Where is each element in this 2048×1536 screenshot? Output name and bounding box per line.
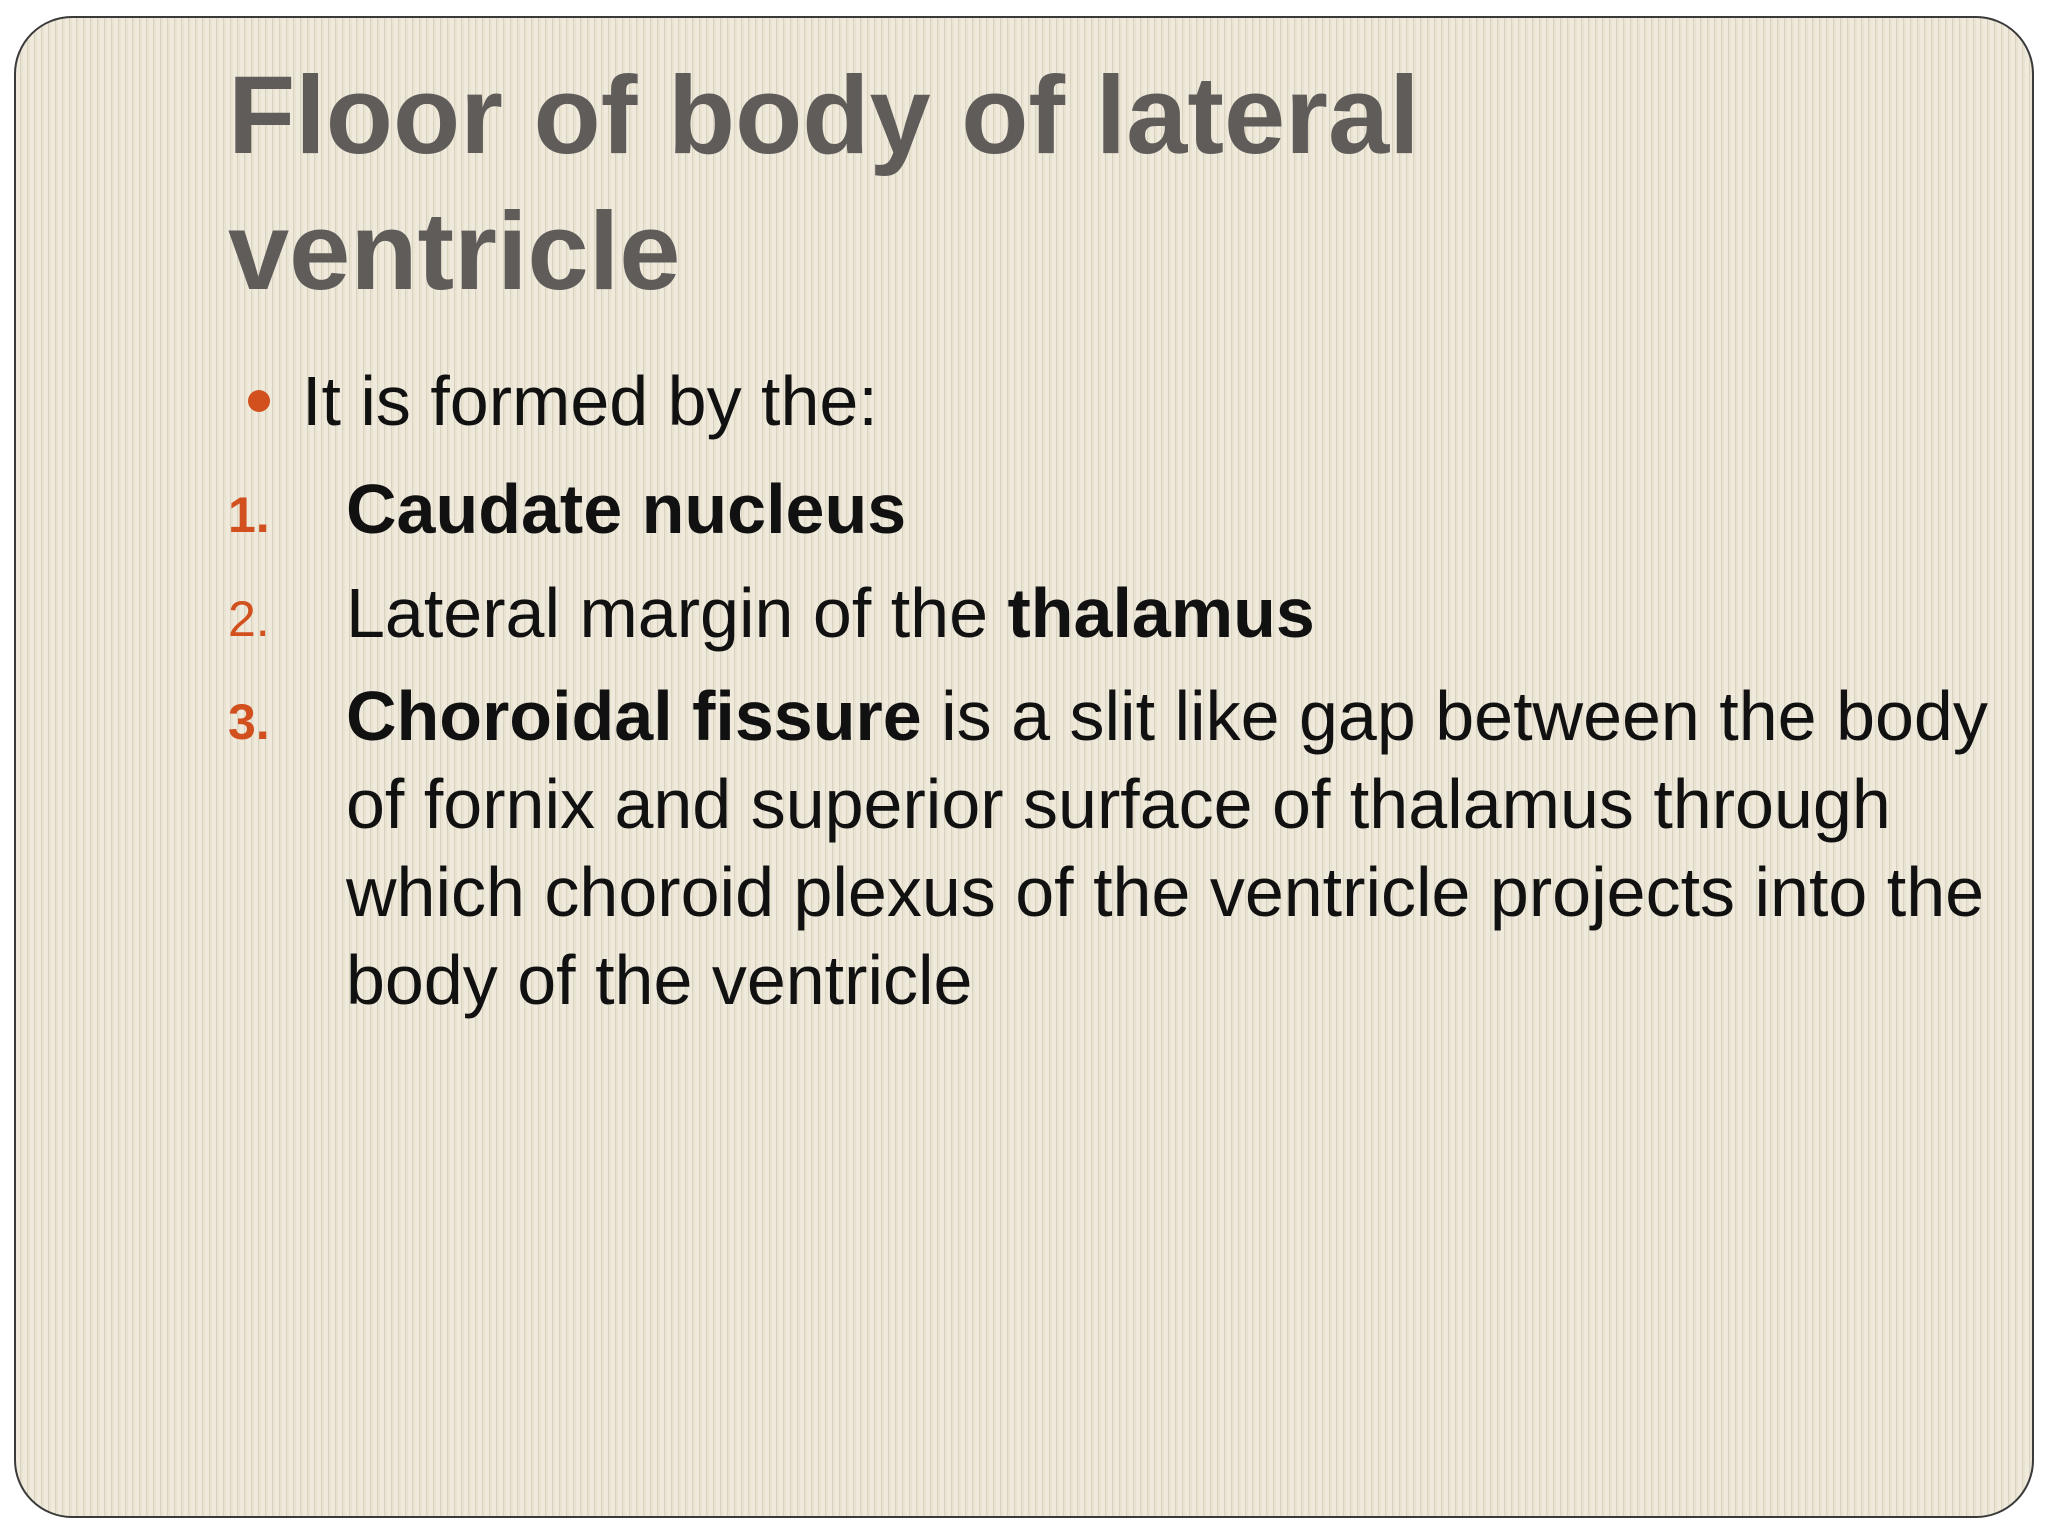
- list-item-plain-text: is a slit like gap between the body of fornix and superior surface of thalamus through which choroid plexus of the ventricle projects into the body of the ventricle: [346, 677, 1988, 1019]
- list-item-bold-text: Caudate nucleus: [346, 470, 907, 548]
- slide-body: [228, 356, 1988, 1024]
- list-item-number: 1.: [228, 487, 270, 543]
- list-item: [228, 464, 1988, 560]
- intro-bullet: [228, 356, 1988, 456]
- list-item-text: [346, 464, 1988, 554]
- intro-bullet-text: It is formed by the:: [302, 362, 878, 440]
- list-item-text: [346, 672, 1988, 1024]
- slide-title: Floor of body of lateral ventricle: [228, 54, 1420, 313]
- list-item-number: 2.: [228, 591, 270, 647]
- list-item-bold-text: Choroidal fissure: [346, 677, 922, 755]
- list-item-text: [346, 568, 1988, 658]
- bullet-dot-icon: [248, 390, 270, 412]
- list-item-plain-text: Lateral margin of the: [346, 574, 1008, 652]
- list-item-bold-text: thalamus: [1007, 574, 1315, 652]
- list-item: [228, 568, 1988, 664]
- list-item-number: 3.: [228, 694, 270, 750]
- list-item: [228, 672, 1988, 1024]
- slide: [14, 16, 2034, 1518]
